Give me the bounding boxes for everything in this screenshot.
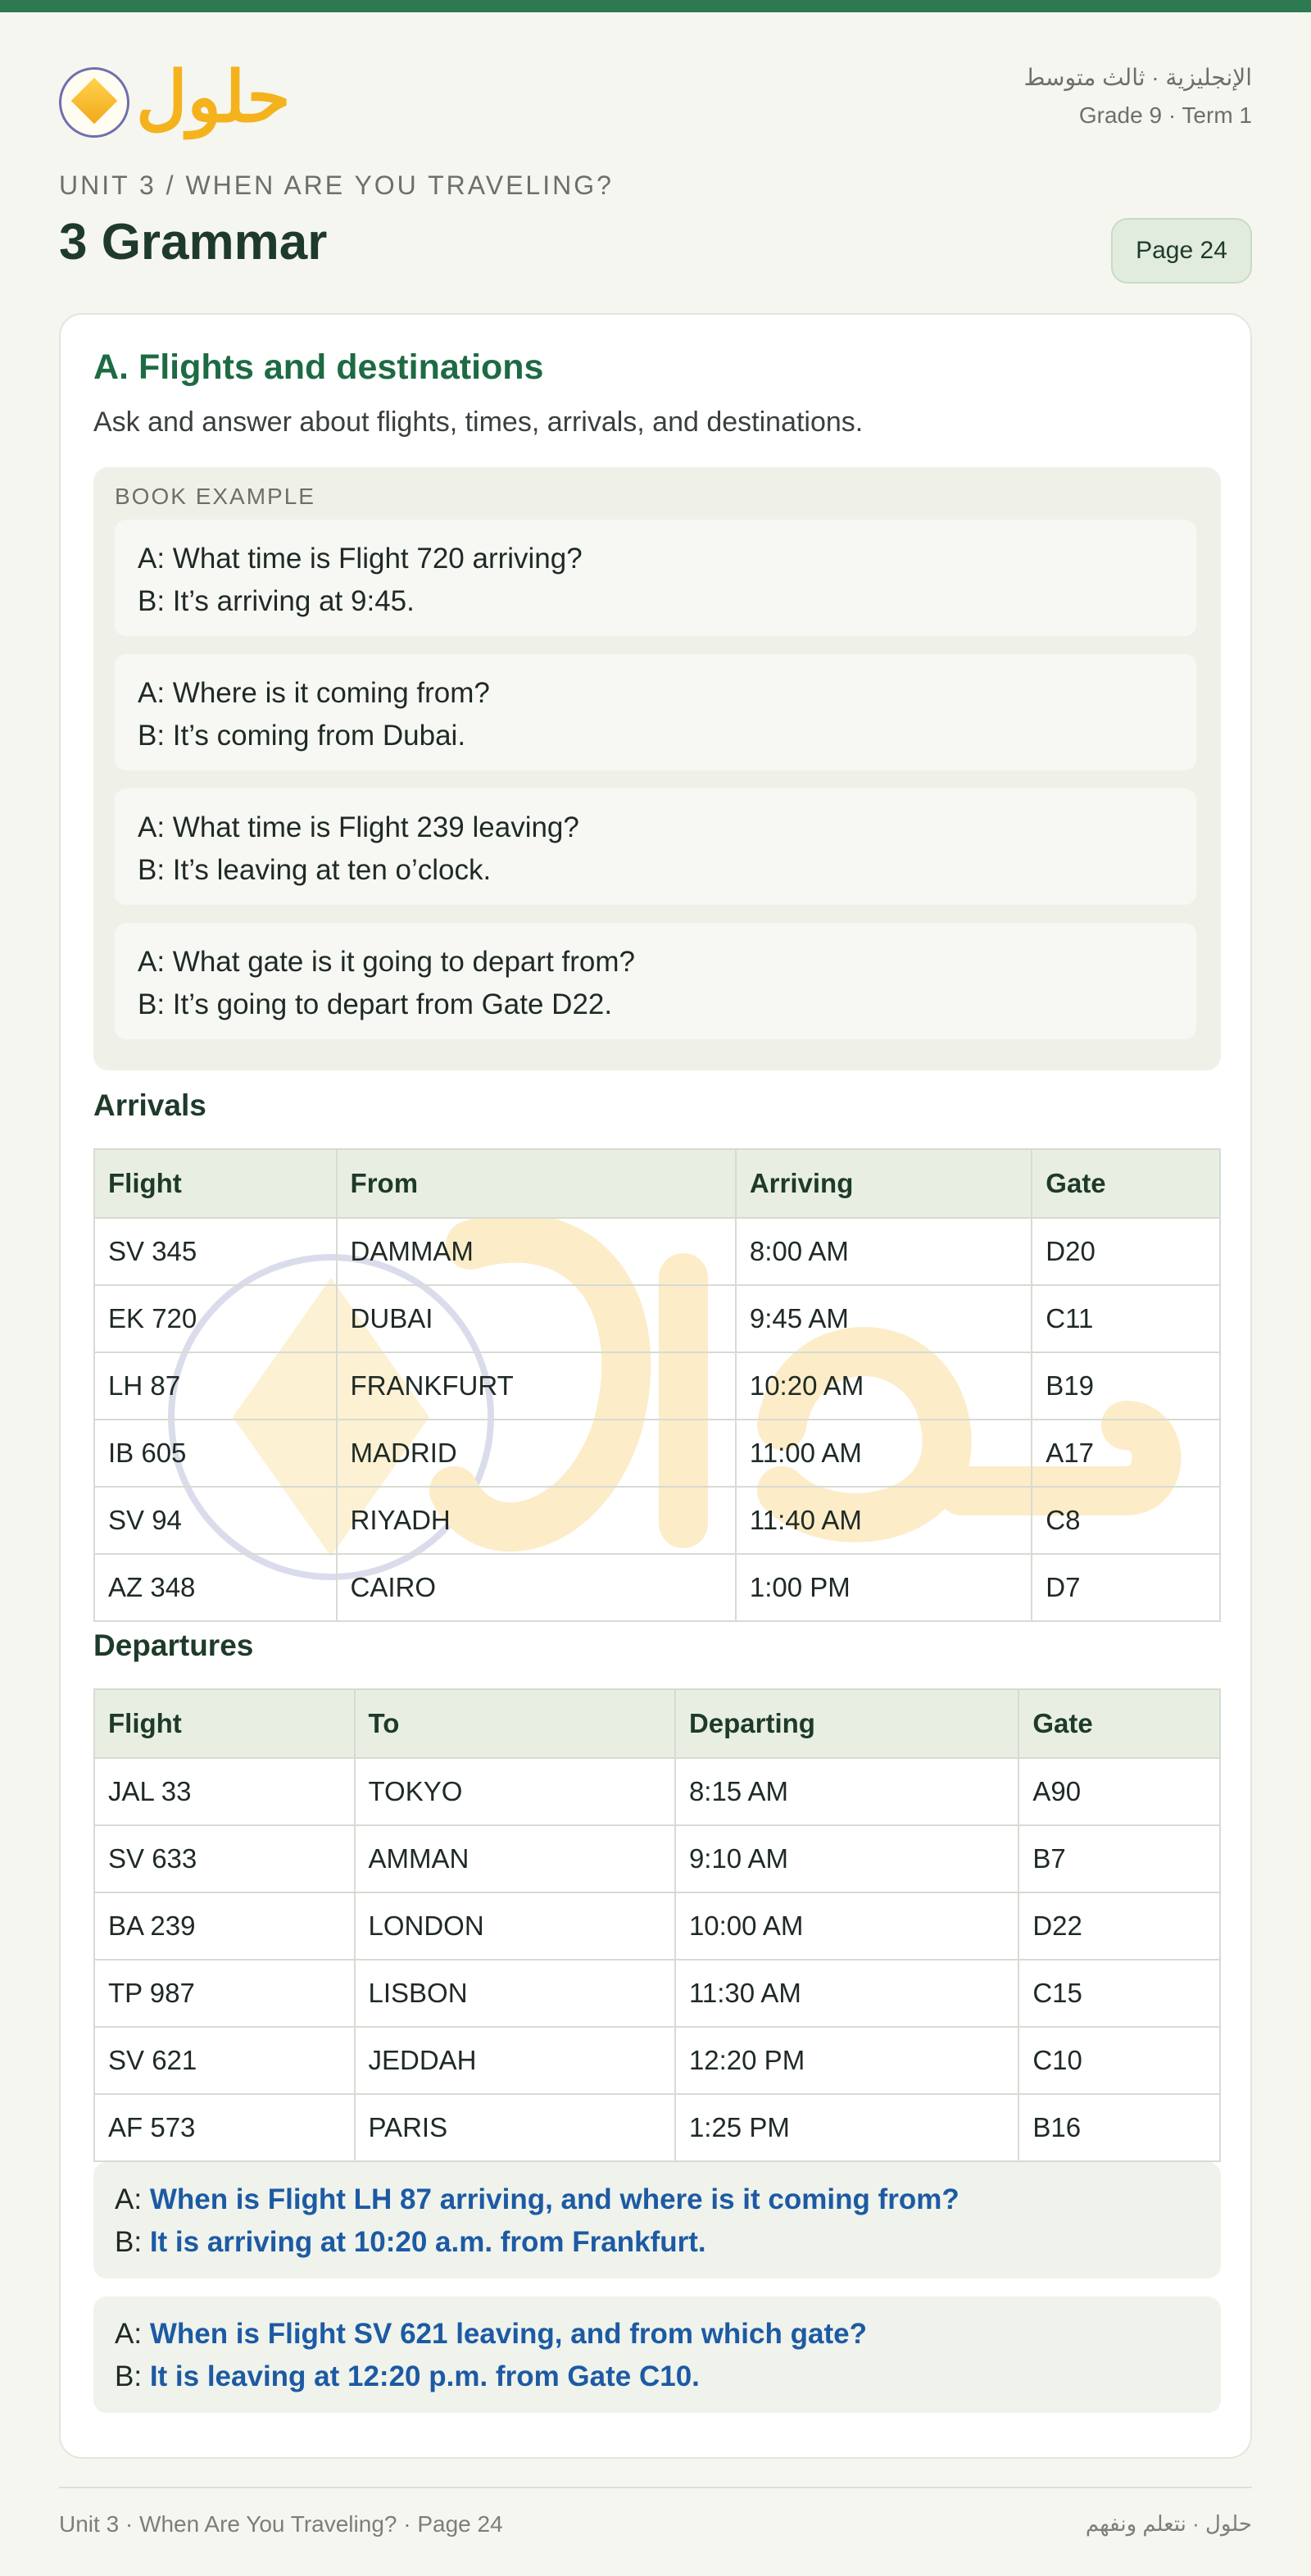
dialogue-question: A: What time is Flight 720 arriving?: [138, 543, 583, 575]
time-cell: 9:10 AM: [675, 1825, 1018, 1892]
city-cell: AMMAN: [355, 1825, 675, 1892]
column-header: Departing: [675, 1689, 1018, 1758]
column-header: From: [337, 1149, 736, 1218]
answer-reply: It is arriving at 10:20 a.m. from Frankfurt.: [149, 2226, 706, 2258]
arrivals-table: [93, 1148, 1221, 1622]
dialogue-answer: B: It’s going to depart from Gate D22.: [138, 988, 613, 1020]
answer-reply-line: [115, 2356, 1200, 2398]
answer-box: [93, 2162, 1221, 2278]
city-cell: DAMMAM: [337, 1218, 736, 1285]
city-cell: PARIS: [355, 2094, 675, 2161]
footer-breadcrumb: Unit 3 · When Are You Traveling? · Page 24: [59, 2511, 503, 2537]
book-icon: [71, 78, 118, 125]
exercise-card: [59, 313, 1252, 2459]
speaker-label: B:: [115, 2226, 143, 2258]
brand-logo: [59, 52, 291, 143]
logo-emblem-icon: [59, 67, 129, 138]
city-cell: MADRID: [337, 1420, 736, 1487]
page-title: 3 Grammar: [59, 214, 328, 270]
flight-cell: LH 87: [94, 1352, 337, 1420]
table-row: [94, 1487, 1220, 1554]
gate-cell: D20: [1032, 1218, 1220, 1285]
gate-cell: B19: [1032, 1352, 1220, 1420]
answer-question: When is Flight LH 87 arriving, and where is it coming from?: [149, 2183, 959, 2215]
flight-cell: SV 633: [94, 1825, 355, 1892]
table-row: [94, 1892, 1220, 1960]
city-cell: RIYADH: [337, 1487, 736, 1554]
column-header: Arriving: [736, 1149, 1032, 1218]
speaker-label: A:: [115, 2318, 143, 2350]
dialogue-question: A: Where is it coming from?: [138, 677, 490, 709]
dialogue-item: [115, 520, 1196, 636]
footer-divider: [59, 2487, 1252, 2488]
answer-reply-line: [115, 2221, 1200, 2264]
top-accent-bar: [0, 0, 1311, 12]
time-cell: 11:00 AM: [736, 1420, 1032, 1487]
table-row: [94, 1218, 1220, 1285]
answer-question: When is Flight SV 621 leaving, and from which gate?: [149, 2318, 867, 2350]
city-cell: CAIRO: [337, 1554, 736, 1621]
answer-question-line: [115, 2178, 1200, 2221]
logo-wordmark: حلول: [136, 56, 291, 139]
book-example-box: [93, 467, 1221, 1070]
page-header: [59, 52, 1252, 143]
gate-cell: A17: [1032, 1420, 1220, 1487]
gate-cell: B7: [1018, 1825, 1220, 1892]
table-row: [94, 2027, 1220, 2094]
example-label: BOOK EXAMPLE: [115, 484, 315, 509]
city-cell: DUBAI: [337, 1285, 736, 1352]
departures-table: [93, 1688, 1221, 2162]
answer-question-line: [115, 2313, 1200, 2356]
table-row: [94, 1554, 1220, 1621]
subject-line: الإنجليزية · ثالث متوسط: [1023, 65, 1252, 90]
speaker-label: A:: [115, 2183, 143, 2215]
table-header-row: [94, 1689, 1220, 1758]
flight-cell: SV 621: [94, 2027, 355, 2094]
table-row: [94, 1285, 1220, 1352]
table-row: [94, 2094, 1220, 2161]
section-instructions: Ask and answer about flights, times, arrivals, and destinations.: [93, 407, 864, 438]
dialogue-item: [115, 923, 1196, 1039]
dialogue-answer: B: It’s coming from Dubai.: [138, 720, 466, 752]
dialogue-answer: B: It’s arriving at 9:45.: [138, 585, 415, 617]
city-cell: JEDDAH: [355, 2027, 675, 2094]
column-header: Gate: [1032, 1149, 1220, 1218]
section-title: A. Flights and destinations: [93, 348, 544, 387]
answer-box: [93, 2297, 1221, 2413]
time-cell: 11:40 AM: [736, 1487, 1032, 1554]
table-row: [94, 1420, 1220, 1487]
gate-cell: C8: [1032, 1487, 1220, 1554]
flight-cell: TP 987: [94, 1960, 355, 2027]
dialogue-question: A: What time is Flight 239 leaving?: [138, 811, 579, 843]
column-header: Flight: [94, 1689, 355, 1758]
flight-cell: SV 94: [94, 1487, 337, 1554]
table-row: [94, 1825, 1220, 1892]
gate-cell: C10: [1018, 2027, 1220, 2094]
time-cell: 1:00 PM: [736, 1554, 1032, 1621]
speaker-label: B:: [115, 2360, 143, 2392]
time-cell: 10:00 AM: [675, 1892, 1018, 1960]
grade-line: Grade 9 · Term 1: [1078, 102, 1252, 128]
table-row: [94, 1758, 1220, 1825]
flight-cell: AF 573: [94, 2094, 355, 2161]
column-header: Flight: [94, 1149, 337, 1218]
flight-cell: JAL 33: [94, 1758, 355, 1825]
table-header-row: [94, 1149, 1220, 1218]
flight-cell: BA 239: [94, 1892, 355, 1960]
city-cell: LONDON: [355, 1892, 675, 1960]
gate-cell: C15: [1018, 1960, 1220, 2027]
time-cell: 8:00 AM: [736, 1218, 1032, 1285]
time-cell: 12:20 PM: [675, 2027, 1018, 2094]
dialogue-item: [115, 654, 1196, 770]
departures-heading: Departures: [93, 1629, 254, 1662]
table-row: [94, 1960, 1220, 2027]
gate-cell: D7: [1032, 1554, 1220, 1621]
column-header: To: [355, 1689, 675, 1758]
dialogue-item: [115, 788, 1196, 905]
arrivals-heading: Arrivals: [93, 1088, 206, 1122]
footer-brand: حلول · نتعلم ونفهم: [1085, 2511, 1252, 2536]
gate-cell: B16: [1018, 2094, 1220, 2161]
table-row: [94, 1352, 1220, 1420]
gate-cell: A90: [1018, 1758, 1220, 1825]
column-header: Gate: [1018, 1689, 1220, 1758]
city-cell: TOKYO: [355, 1758, 675, 1825]
time-cell: 8:15 AM: [675, 1758, 1018, 1825]
gate-cell: C11: [1032, 1285, 1220, 1352]
unit-label: UNIT 3 / WHEN ARE YOU TRAVELING?: [59, 170, 614, 200]
dialogue-question: A: What gate is it going to depart from?: [138, 946, 635, 978]
page-number-badge: Page 24: [1111, 218, 1252, 284]
time-cell: 11:30 AM: [675, 1960, 1018, 2027]
gate-cell: D22: [1018, 1892, 1220, 1960]
course-meta: [1023, 59, 1252, 134]
city-cell: LISBON: [355, 1960, 675, 2027]
time-cell: 9:45 AM: [736, 1285, 1032, 1352]
flight-cell: EK 720: [94, 1285, 337, 1352]
flight-cell: IB 605: [94, 1420, 337, 1487]
flight-cell: AZ 348: [94, 1554, 337, 1621]
dialogue-answer: B: It’s leaving at ten o’clock.: [138, 854, 492, 886]
flight-cell: SV 345: [94, 1218, 337, 1285]
city-cell: FRANKFURT: [337, 1352, 736, 1420]
time-cell: 10:20 AM: [736, 1352, 1032, 1420]
time-cell: 1:25 PM: [675, 2094, 1018, 2161]
answer-reply: It is leaving at 12:20 p.m. from Gate C10.: [149, 2360, 700, 2392]
